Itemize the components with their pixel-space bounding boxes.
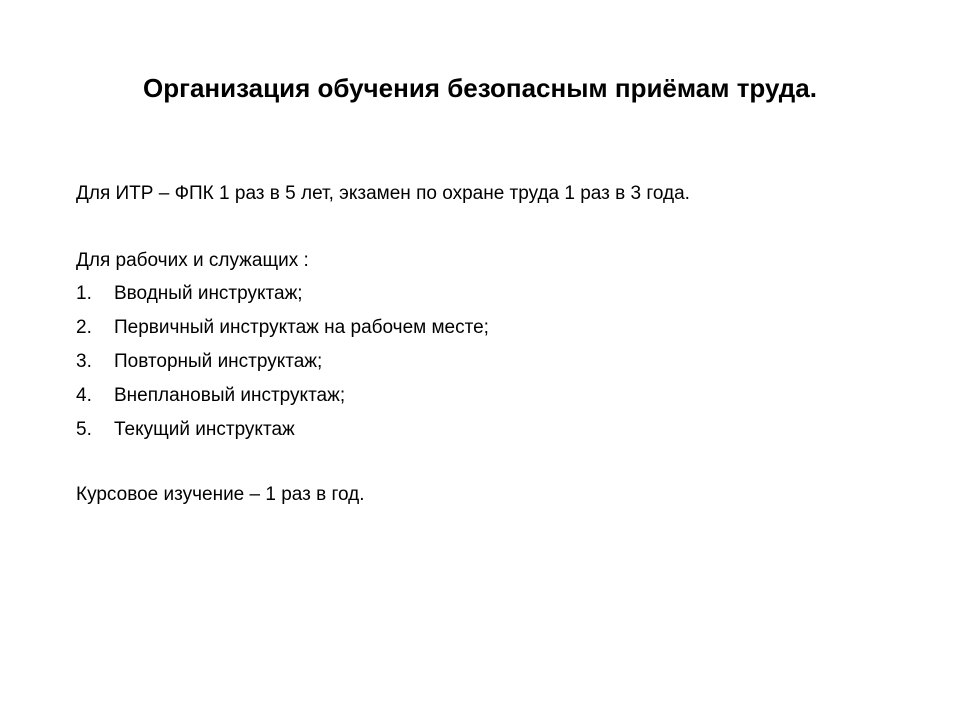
list-item-text: Вводный инструктаж; bbox=[114, 283, 303, 304]
slide-title: Организация обучения безопасным приёмам труда. bbox=[143, 73, 817, 103]
list-item-number: 5. bbox=[76, 419, 92, 440]
list-item-number: 4. bbox=[76, 385, 92, 406]
list-item bbox=[76, 315, 896, 349]
course-study-line: Курсовое изучение – 1 раз в год. bbox=[76, 484, 365, 505]
itr-training-line: Для ИТР – ФПК 1 раз в 5 лет, экзамен по охране труда 1 раз в 3 года. bbox=[76, 183, 690, 204]
list-item bbox=[76, 417, 896, 451]
list-item-text: Внеплановый инструктаж; bbox=[114, 385, 346, 406]
list-item-number: 3. bbox=[76, 351, 92, 372]
list-item bbox=[76, 281, 896, 315]
briefing-list bbox=[76, 281, 896, 451]
list-item-text: Текущий инструктаж bbox=[114, 419, 295, 440]
list-item bbox=[76, 349, 896, 383]
list-item-text: Первичный инструктаж на рабочем месте; bbox=[114, 317, 489, 338]
list-item-text: Повторный инструктаж; bbox=[114, 351, 323, 372]
list-item-number: 1. bbox=[76, 283, 92, 304]
workers-heading: Для рабочих и служащих : bbox=[76, 250, 309, 271]
list-item-number: 2. bbox=[76, 317, 92, 338]
list-item bbox=[76, 383, 896, 417]
